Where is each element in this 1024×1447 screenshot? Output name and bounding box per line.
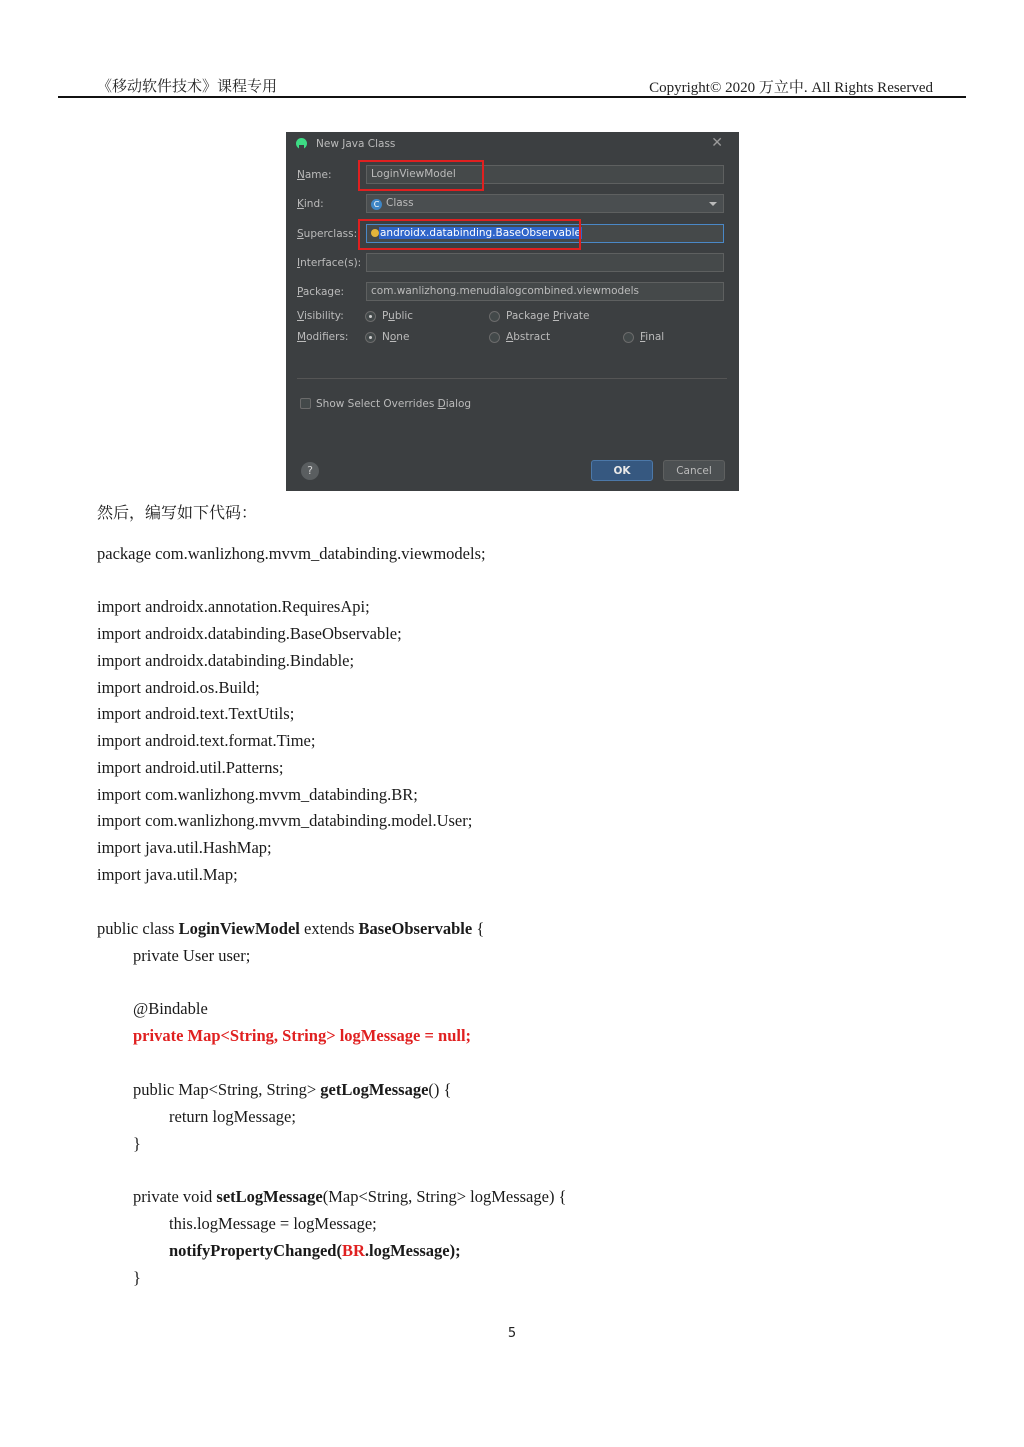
header-copyright: Copyright© 2020 万立中. All Rights Reserved <box>649 80 933 96</box>
package-input[interactable]: com.wanlizhong.menudialogcombined.viewmodels <box>366 282 724 301</box>
visibility-label: Visibility: <box>297 310 344 322</box>
code-import-line: import android.util.Patterns; <box>97 758 284 777</box>
modifier-final-radio[interactable] <box>623 332 634 343</box>
modifiers-label: Modifiers: <box>297 331 349 343</box>
code-notify-call: notifyPropertyChanged(BR.logMessage); <box>169 1241 461 1260</box>
package-label: Package: <box>297 286 345 298</box>
code-setter-assign: this.logMessage = logMessage; <box>169 1214 377 1233</box>
help-button[interactable]: ? <box>301 462 319 480</box>
superclass-value: androidx.databinding.BaseObservable <box>380 227 581 239</box>
class-icon: C <box>371 199 382 210</box>
code-import-line: import java.util.Map; <box>97 865 238 884</box>
cancel-button[interactable]: Cancel <box>663 460 725 481</box>
code-package-line: package com.wanlizhong.mvvm_databinding.viewmodels; <box>97 544 486 563</box>
code-class-declaration: public class LoginViewModel extends BaseObservable { <box>97 919 485 938</box>
code-field-user: private User user; <box>133 946 251 965</box>
show-overrides-label: Show Select Overrides Dialog <box>316 398 472 410</box>
modifier-abstract-label: Abstract <box>506 331 551 343</box>
kind-label: Kind: <box>297 198 324 210</box>
code-import-line: import android.text.format.Time; <box>97 731 316 750</box>
highlight-box-superclass <box>358 219 581 250</box>
dialog-divider <box>297 378 727 379</box>
code-field-logmessage: private Map<String, String> logMessage = null; <box>133 1026 472 1045</box>
modifier-final-label: Final <box>640 331 665 343</box>
code-getter-signature: public Map<String, String> getLogMessage() { <box>133 1080 452 1099</box>
interfaces-label: Interface(s): <box>297 257 362 269</box>
kind-value: Class <box>386 197 414 209</box>
code-import-line: import java.util.HashMap; <box>97 838 272 857</box>
modifier-abstract-radio[interactable] <box>489 332 500 343</box>
code-import-line: import com.wanlizhong.mvvm_databinding.BR; <box>97 785 418 804</box>
close-icon[interactable]: ✕ <box>711 135 723 151</box>
name-label: Name: <box>297 169 332 181</box>
ok-button[interactable]: OK <box>591 460 653 481</box>
chevron-down-icon <box>709 202 717 206</box>
visibility-public-label: Public <box>382 310 414 322</box>
code-import-line: import androidx.databinding.Bindable; <box>97 651 355 670</box>
code-import-line: import android.os.Build; <box>97 678 260 697</box>
code-close-brace: } <box>133 1268 141 1287</box>
new-java-class-dialog <box>286 132 739 491</box>
kind-select[interactable] <box>366 194 724 213</box>
visibility-public-radio[interactable] <box>365 311 376 322</box>
intro-text: 然后，编写如下代码： <box>97 503 258 522</box>
modifier-none-radio[interactable] <box>365 332 376 343</box>
code-import-line: import android.text.TextUtils; <box>97 704 295 723</box>
show-overrides-checkbox[interactable] <box>300 398 311 409</box>
interfaces-input[interactable] <box>366 253 724 272</box>
header-course-title: 《移动软件技术》课程专用 <box>97 77 278 95</box>
code-close-brace: } <box>133 1134 141 1153</box>
code-import-line: import com.wanlizhong.mvvm_databinding.model.User; <box>97 811 473 830</box>
code-getter-return: return logMessage; <box>169 1107 296 1126</box>
code-setter-signature: private void setLogMessage(Map<String, String> logMessage) { <box>133 1187 567 1206</box>
page-number: 5 <box>507 1326 517 1341</box>
visibility-package-private-label: Package Private <box>506 310 590 322</box>
dialog-titlebar <box>286 132 739 156</box>
modifier-none-label: None <box>382 331 410 343</box>
superclass-label: Superclass: <box>297 228 358 240</box>
code-import-line: import androidx.annotation.RequiresApi; <box>97 597 370 616</box>
code-import-line: import androidx.databinding.BaseObservable; <box>97 624 402 643</box>
code-annotation: @Bindable <box>133 999 208 1018</box>
name-input[interactable]: LoginViewModel <box>366 165 724 184</box>
visibility-package-private-radio[interactable] <box>489 311 500 322</box>
header-divider <box>58 96 966 98</box>
android-studio-logo-icon <box>296 138 307 149</box>
dialog-title: New Java Class <box>316 138 396 150</box>
highlight-box-name <box>358 160 484 191</box>
